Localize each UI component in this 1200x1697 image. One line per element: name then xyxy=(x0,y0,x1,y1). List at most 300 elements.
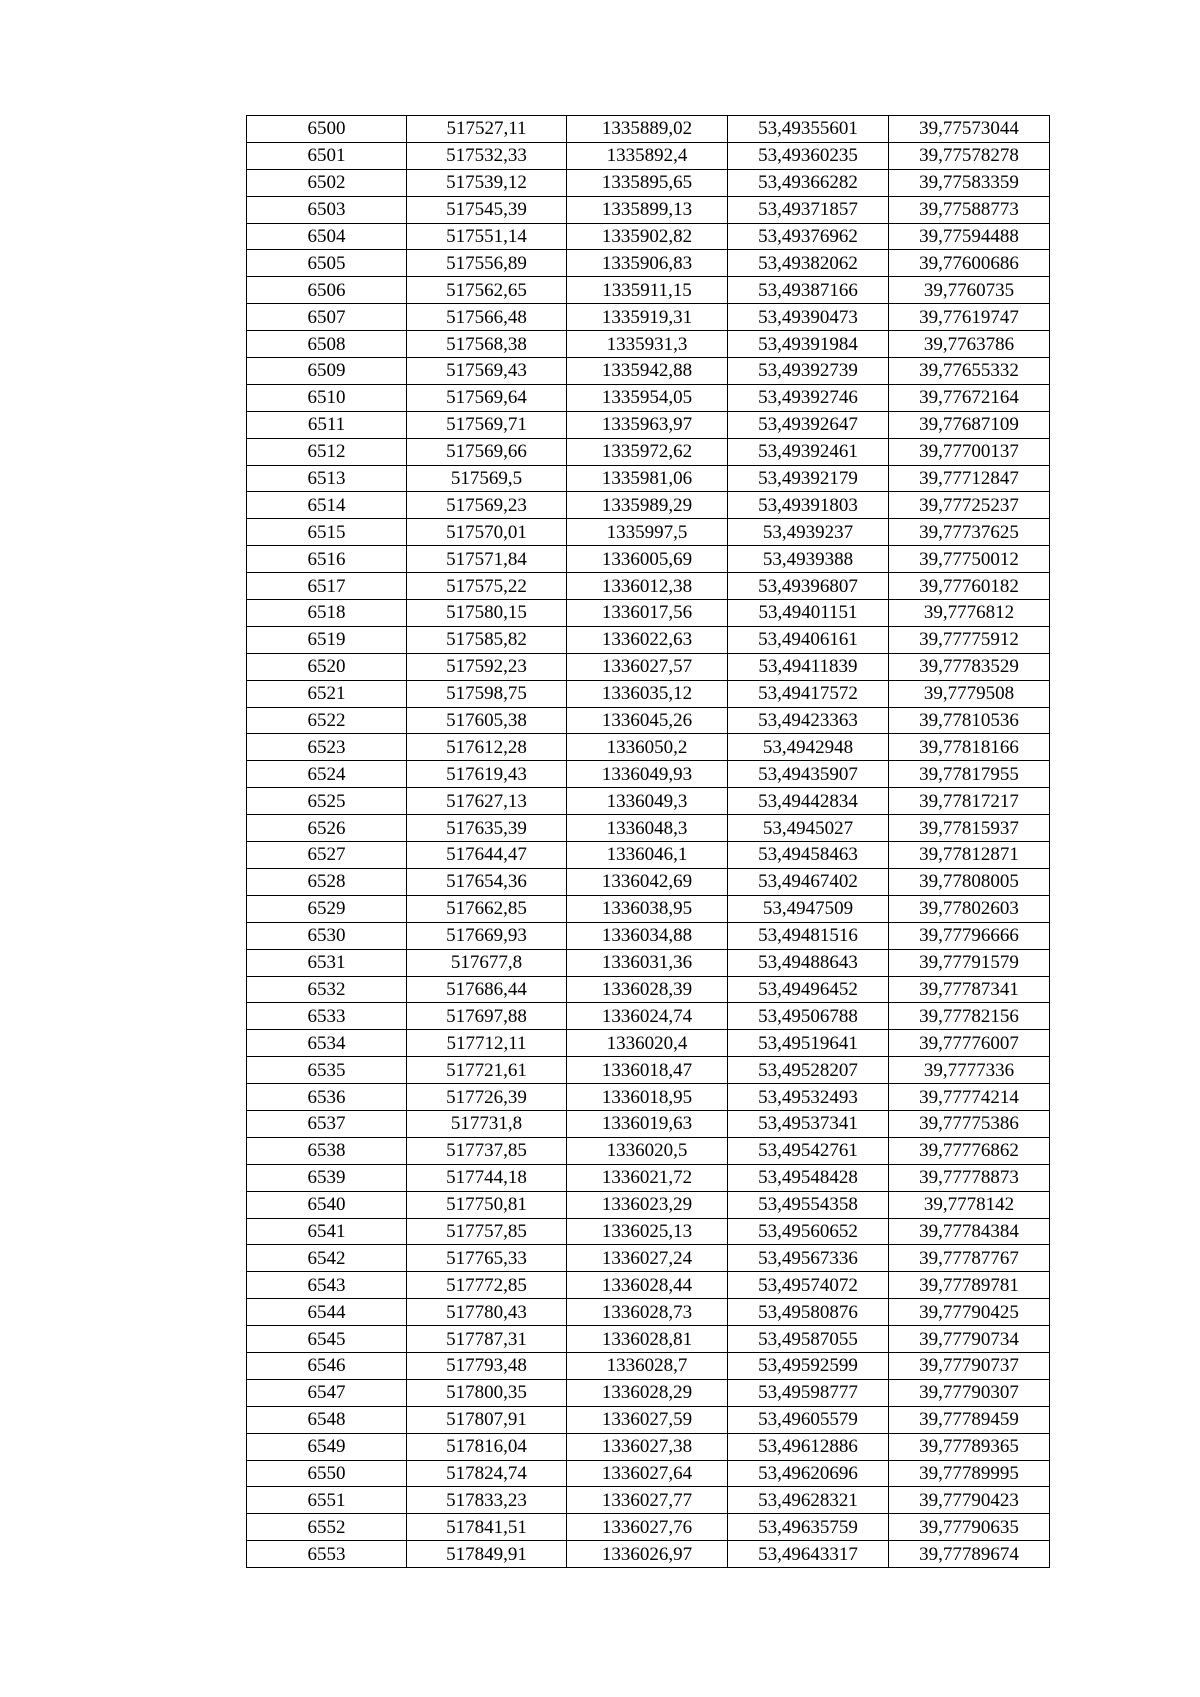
point-number-cell: 6545 xyxy=(247,1326,407,1353)
y-coordinate-cell: 1336027,76 xyxy=(567,1514,728,1541)
longitude-cell: 39,77776862 xyxy=(889,1137,1050,1164)
longitude-cell: 39,77737625 xyxy=(889,519,1050,546)
point-number-cell: 6507 xyxy=(247,304,407,331)
latitude-cell: 53,49496452 xyxy=(728,976,889,1003)
x-coordinate-cell: 517569,66 xyxy=(407,438,567,465)
table-row xyxy=(247,1218,1050,1245)
table-row xyxy=(247,169,1050,196)
longitude-cell: 39,77588773 xyxy=(889,196,1050,223)
longitude-cell: 39,77774214 xyxy=(889,1084,1050,1111)
y-coordinate-cell: 1336050,2 xyxy=(567,734,728,761)
x-coordinate-cell: 517686,44 xyxy=(407,976,567,1003)
latitude-cell: 53,49423363 xyxy=(728,707,889,734)
latitude-cell: 53,49392179 xyxy=(728,465,889,492)
x-coordinate-cell: 517833,23 xyxy=(407,1487,567,1514)
latitude-cell: 53,49542761 xyxy=(728,1137,889,1164)
y-coordinate-cell: 1336027,64 xyxy=(567,1460,728,1487)
longitude-cell: 39,77818166 xyxy=(889,734,1050,761)
point-number-cell: 6524 xyxy=(247,761,407,788)
table-row xyxy=(247,250,1050,277)
y-coordinate-cell: 1336035,12 xyxy=(567,680,728,707)
y-coordinate-cell: 1336018,95 xyxy=(567,1084,728,1111)
latitude-cell: 53,49592599 xyxy=(728,1352,889,1379)
y-coordinate-cell: 1335911,15 xyxy=(567,277,728,304)
table-row xyxy=(247,976,1050,1003)
x-coordinate-cell: 517841,51 xyxy=(407,1514,567,1541)
latitude-cell: 53,49392461 xyxy=(728,438,889,465)
y-coordinate-cell: 1336012,38 xyxy=(567,573,728,600)
longitude-cell: 39,77783529 xyxy=(889,653,1050,680)
y-coordinate-cell: 1336027,57 xyxy=(567,653,728,680)
point-number-cell: 6530 xyxy=(247,922,407,949)
y-coordinate-cell: 1336022,63 xyxy=(567,626,728,653)
latitude-cell: 53,49635759 xyxy=(728,1514,889,1541)
point-number-cell: 6525 xyxy=(247,788,407,815)
coordinates-table-body xyxy=(247,116,1050,1568)
latitude-cell: 53,49411839 xyxy=(728,653,889,680)
table-row xyxy=(247,116,1050,143)
longitude-cell: 39,77789781 xyxy=(889,1272,1050,1299)
table-row xyxy=(247,465,1050,492)
x-coordinate-cell: 517527,11 xyxy=(407,116,567,143)
longitude-cell: 39,77791579 xyxy=(889,949,1050,976)
table-row xyxy=(247,1487,1050,1514)
longitude-cell: 39,77790635 xyxy=(889,1514,1050,1541)
point-number-cell: 6537 xyxy=(247,1110,407,1137)
table-row xyxy=(247,1137,1050,1164)
longitude-cell: 39,77700137 xyxy=(889,438,1050,465)
x-coordinate-cell: 517619,43 xyxy=(407,761,567,788)
longitude-cell: 39,7776812 xyxy=(889,600,1050,627)
y-coordinate-cell: 1336028,44 xyxy=(567,1272,728,1299)
longitude-cell: 39,7763786 xyxy=(889,331,1050,358)
point-number-cell: 6550 xyxy=(247,1460,407,1487)
longitude-cell: 39,77815937 xyxy=(889,815,1050,842)
latitude-cell: 53,49406161 xyxy=(728,626,889,653)
point-number-cell: 6502 xyxy=(247,169,407,196)
point-number-cell: 6528 xyxy=(247,868,407,895)
longitude-cell: 39,77796666 xyxy=(889,922,1050,949)
x-coordinate-cell: 517849,91 xyxy=(407,1541,567,1568)
point-number-cell: 6541 xyxy=(247,1218,407,1245)
longitude-cell: 39,77810536 xyxy=(889,707,1050,734)
y-coordinate-cell: 1336023,29 xyxy=(567,1191,728,1218)
latitude-cell: 53,49598777 xyxy=(728,1379,889,1406)
coordinates-table xyxy=(246,115,1050,1568)
longitude-cell: 39,77789674 xyxy=(889,1541,1050,1568)
y-coordinate-cell: 1336027,77 xyxy=(567,1487,728,1514)
longitude-cell: 39,77573044 xyxy=(889,116,1050,143)
point-number-cell: 6518 xyxy=(247,600,407,627)
table-row xyxy=(247,277,1050,304)
latitude-cell: 53,4939388 xyxy=(728,546,889,573)
y-coordinate-cell: 1336028,81 xyxy=(567,1326,728,1353)
table-row xyxy=(247,1191,1050,1218)
table-row xyxy=(247,788,1050,815)
point-number-cell: 6500 xyxy=(247,116,407,143)
point-number-cell: 6552 xyxy=(247,1514,407,1541)
longitude-cell: 39,7779508 xyxy=(889,680,1050,707)
table-row xyxy=(247,653,1050,680)
x-coordinate-cell: 517807,91 xyxy=(407,1406,567,1433)
y-coordinate-cell: 1335954,05 xyxy=(567,384,728,411)
longitude-cell: 39,77775386 xyxy=(889,1110,1050,1137)
x-coordinate-cell: 517737,85 xyxy=(407,1137,567,1164)
latitude-cell: 53,49481516 xyxy=(728,922,889,949)
longitude-cell: 39,77712847 xyxy=(889,465,1050,492)
latitude-cell: 53,49554358 xyxy=(728,1191,889,1218)
x-coordinate-cell: 517569,64 xyxy=(407,384,567,411)
x-coordinate-cell: 517697,88 xyxy=(407,1003,567,1030)
table-row xyxy=(247,815,1050,842)
table-row xyxy=(247,358,1050,385)
table-row xyxy=(247,761,1050,788)
table-row xyxy=(247,1272,1050,1299)
point-number-cell: 6546 xyxy=(247,1352,407,1379)
latitude-cell: 53,49506788 xyxy=(728,1003,889,1030)
point-number-cell: 6548 xyxy=(247,1406,407,1433)
latitude-cell: 53,49628321 xyxy=(728,1487,889,1514)
point-number-cell: 6549 xyxy=(247,1433,407,1460)
latitude-cell: 53,49580876 xyxy=(728,1299,889,1326)
x-coordinate-cell: 517824,74 xyxy=(407,1460,567,1487)
latitude-cell: 53,4945027 xyxy=(728,815,889,842)
y-coordinate-cell: 1335963,97 xyxy=(567,411,728,438)
point-number-cell: 6538 xyxy=(247,1137,407,1164)
x-coordinate-cell: 517816,04 xyxy=(407,1433,567,1460)
point-number-cell: 6519 xyxy=(247,626,407,653)
longitude-cell: 39,77808005 xyxy=(889,868,1050,895)
x-coordinate-cell: 517569,23 xyxy=(407,492,567,519)
longitude-cell: 39,77687109 xyxy=(889,411,1050,438)
latitude-cell: 53,49519641 xyxy=(728,1030,889,1057)
x-coordinate-cell: 517571,84 xyxy=(407,546,567,573)
y-coordinate-cell: 1336046,1 xyxy=(567,842,728,869)
x-coordinate-cell: 517721,61 xyxy=(407,1057,567,1084)
table-row xyxy=(247,1110,1050,1137)
point-number-cell: 6516 xyxy=(247,546,407,573)
table-row xyxy=(247,680,1050,707)
point-number-cell: 6503 xyxy=(247,196,407,223)
table-row xyxy=(247,304,1050,331)
point-number-cell: 6522 xyxy=(247,707,407,734)
point-number-cell: 6512 xyxy=(247,438,407,465)
longitude-cell: 39,77583359 xyxy=(889,169,1050,196)
longitude-cell: 39,77725237 xyxy=(889,492,1050,519)
point-number-cell: 6534 xyxy=(247,1030,407,1057)
latitude-cell: 53,49387166 xyxy=(728,277,889,304)
table-row xyxy=(247,1541,1050,1568)
point-number-cell: 6532 xyxy=(247,976,407,1003)
longitude-cell: 39,7777336 xyxy=(889,1057,1050,1084)
longitude-cell: 39,77789365 xyxy=(889,1433,1050,1460)
latitude-cell: 53,49396807 xyxy=(728,573,889,600)
longitude-cell: 39,77790734 xyxy=(889,1326,1050,1353)
x-coordinate-cell: 517793,48 xyxy=(407,1352,567,1379)
table-row xyxy=(247,384,1050,411)
y-coordinate-cell: 1336027,38 xyxy=(567,1433,728,1460)
x-coordinate-cell: 517780,43 xyxy=(407,1299,567,1326)
latitude-cell: 53,49355601 xyxy=(728,116,889,143)
x-coordinate-cell: 517568,38 xyxy=(407,331,567,358)
y-coordinate-cell: 1335989,29 xyxy=(567,492,728,519)
x-coordinate-cell: 517635,39 xyxy=(407,815,567,842)
longitude-cell: 39,77600686 xyxy=(889,250,1050,277)
x-coordinate-cell: 517731,8 xyxy=(407,1110,567,1137)
table-row xyxy=(247,1433,1050,1460)
table-row xyxy=(247,626,1050,653)
table-row xyxy=(247,573,1050,600)
point-number-cell: 6526 xyxy=(247,815,407,842)
x-coordinate-cell: 517570,01 xyxy=(407,519,567,546)
longitude-cell: 39,77750012 xyxy=(889,546,1050,573)
x-coordinate-cell: 517592,23 xyxy=(407,653,567,680)
latitude-cell: 53,49392746 xyxy=(728,384,889,411)
table-row xyxy=(247,1352,1050,1379)
table-row xyxy=(247,1164,1050,1191)
x-coordinate-cell: 517539,12 xyxy=(407,169,567,196)
x-coordinate-cell: 517654,36 xyxy=(407,868,567,895)
x-coordinate-cell: 517569,71 xyxy=(407,411,567,438)
y-coordinate-cell: 1336048,3 xyxy=(567,815,728,842)
point-number-cell: 6510 xyxy=(247,384,407,411)
point-number-cell: 6509 xyxy=(247,358,407,385)
point-number-cell: 6551 xyxy=(247,1487,407,1514)
longitude-cell: 39,77775912 xyxy=(889,626,1050,653)
y-coordinate-cell: 1335931,3 xyxy=(567,331,728,358)
x-coordinate-cell: 517569,43 xyxy=(407,358,567,385)
x-coordinate-cell: 517575,22 xyxy=(407,573,567,600)
point-number-cell: 6523 xyxy=(247,734,407,761)
latitude-cell: 53,49620696 xyxy=(728,1460,889,1487)
point-number-cell: 6511 xyxy=(247,411,407,438)
longitude-cell: 39,77778873 xyxy=(889,1164,1050,1191)
y-coordinate-cell: 1336018,47 xyxy=(567,1057,728,1084)
table-row xyxy=(247,1379,1050,1406)
y-coordinate-cell: 1335942,88 xyxy=(567,358,728,385)
latitude-cell: 53,49417572 xyxy=(728,680,889,707)
point-number-cell: 6515 xyxy=(247,519,407,546)
latitude-cell: 53,49435907 xyxy=(728,761,889,788)
latitude-cell: 53,49532493 xyxy=(728,1084,889,1111)
table-row xyxy=(247,922,1050,949)
y-coordinate-cell: 1336024,74 xyxy=(567,1003,728,1030)
point-number-cell: 6520 xyxy=(247,653,407,680)
latitude-cell: 53,49392647 xyxy=(728,411,889,438)
y-coordinate-cell: 1336020,5 xyxy=(567,1137,728,1164)
y-coordinate-cell: 1336038,95 xyxy=(567,895,728,922)
y-coordinate-cell: 1335997,5 xyxy=(567,519,728,546)
x-coordinate-cell: 517545,39 xyxy=(407,196,567,223)
longitude-cell: 39,77789995 xyxy=(889,1460,1050,1487)
x-coordinate-cell: 517800,35 xyxy=(407,1379,567,1406)
latitude-cell: 53,49567336 xyxy=(728,1245,889,1272)
x-coordinate-cell: 517644,47 xyxy=(407,842,567,869)
table-row xyxy=(247,1406,1050,1433)
longitude-cell: 39,77784384 xyxy=(889,1218,1050,1245)
x-coordinate-cell: 517750,81 xyxy=(407,1191,567,1218)
longitude-cell: 39,77789459 xyxy=(889,1406,1050,1433)
latitude-cell: 53,49560652 xyxy=(728,1218,889,1245)
y-coordinate-cell: 1335906,83 xyxy=(567,250,728,277)
latitude-cell: 53,49442834 xyxy=(728,788,889,815)
y-coordinate-cell: 1335889,02 xyxy=(567,116,728,143)
point-number-cell: 6504 xyxy=(247,223,407,250)
longitude-cell: 39,77817955 xyxy=(889,761,1050,788)
point-number-cell: 6514 xyxy=(247,492,407,519)
table-row xyxy=(247,1057,1050,1084)
y-coordinate-cell: 1336025,13 xyxy=(567,1218,728,1245)
y-coordinate-cell: 1336031,36 xyxy=(567,949,728,976)
point-number-cell: 6531 xyxy=(247,949,407,976)
table-row xyxy=(247,707,1050,734)
point-number-cell: 6544 xyxy=(247,1299,407,1326)
y-coordinate-cell: 1336027,24 xyxy=(567,1245,728,1272)
longitude-cell: 39,77760182 xyxy=(889,573,1050,600)
longitude-cell: 39,77812871 xyxy=(889,842,1050,869)
longitude-cell: 39,77790423 xyxy=(889,1487,1050,1514)
x-coordinate-cell: 517726,39 xyxy=(407,1084,567,1111)
longitude-cell: 39,77790737 xyxy=(889,1352,1050,1379)
latitude-cell: 53,4942948 xyxy=(728,734,889,761)
latitude-cell: 53,49391984 xyxy=(728,331,889,358)
latitude-cell: 53,49643317 xyxy=(728,1541,889,1568)
table-row xyxy=(247,142,1050,169)
y-coordinate-cell: 1336045,26 xyxy=(567,707,728,734)
point-number-cell: 6539 xyxy=(247,1164,407,1191)
point-number-cell: 6533 xyxy=(247,1003,407,1030)
x-coordinate-cell: 517757,85 xyxy=(407,1218,567,1245)
point-number-cell: 6521 xyxy=(247,680,407,707)
point-number-cell: 6540 xyxy=(247,1191,407,1218)
longitude-cell: 39,77655332 xyxy=(889,358,1050,385)
y-coordinate-cell: 1336049,93 xyxy=(567,761,728,788)
longitude-cell: 39,77790307 xyxy=(889,1379,1050,1406)
x-coordinate-cell: 517598,75 xyxy=(407,680,567,707)
y-coordinate-cell: 1336019,63 xyxy=(567,1110,728,1137)
longitude-cell: 39,77787341 xyxy=(889,976,1050,1003)
table-row xyxy=(247,1460,1050,1487)
x-coordinate-cell: 517580,15 xyxy=(407,600,567,627)
y-coordinate-cell: 1336034,88 xyxy=(567,922,728,949)
x-coordinate-cell: 517551,14 xyxy=(407,223,567,250)
point-number-cell: 6513 xyxy=(247,465,407,492)
table-row xyxy=(247,868,1050,895)
point-number-cell: 6547 xyxy=(247,1379,407,1406)
table-row xyxy=(247,331,1050,358)
point-number-cell: 6527 xyxy=(247,842,407,869)
y-coordinate-cell: 1335981,06 xyxy=(567,465,728,492)
latitude-cell: 53,4939237 xyxy=(728,519,889,546)
x-coordinate-cell: 517627,13 xyxy=(407,788,567,815)
x-coordinate-cell: 517677,8 xyxy=(407,949,567,976)
y-coordinate-cell: 1336026,97 xyxy=(567,1541,728,1568)
table-row xyxy=(247,1245,1050,1272)
latitude-cell: 53,4947509 xyxy=(728,895,889,922)
point-number-cell: 6542 xyxy=(247,1245,407,1272)
point-number-cell: 6529 xyxy=(247,895,407,922)
point-number-cell: 6508 xyxy=(247,331,407,358)
longitude-cell: 39,77787767 xyxy=(889,1245,1050,1272)
longitude-cell: 39,77578278 xyxy=(889,142,1050,169)
longitude-cell: 39,77817217 xyxy=(889,788,1050,815)
longitude-cell: 39,77619747 xyxy=(889,304,1050,331)
table-row xyxy=(247,842,1050,869)
longitude-cell: 39,77790425 xyxy=(889,1299,1050,1326)
x-coordinate-cell: 517772,85 xyxy=(407,1272,567,1299)
y-coordinate-cell: 1336028,29 xyxy=(567,1379,728,1406)
table-row xyxy=(247,734,1050,761)
point-number-cell: 6543 xyxy=(247,1272,407,1299)
y-coordinate-cell: 1335899,13 xyxy=(567,196,728,223)
latitude-cell: 53,49376962 xyxy=(728,223,889,250)
y-coordinate-cell: 1336027,59 xyxy=(567,1406,728,1433)
point-number-cell: 6506 xyxy=(247,277,407,304)
latitude-cell: 53,49360235 xyxy=(728,142,889,169)
latitude-cell: 53,49391803 xyxy=(728,492,889,519)
latitude-cell: 53,49467402 xyxy=(728,868,889,895)
longitude-cell: 39,7760735 xyxy=(889,277,1050,304)
point-number-cell: 6517 xyxy=(247,573,407,600)
y-coordinate-cell: 1336028,73 xyxy=(567,1299,728,1326)
latitude-cell: 53,49587055 xyxy=(728,1326,889,1353)
table-row xyxy=(247,411,1050,438)
x-coordinate-cell: 517585,82 xyxy=(407,626,567,653)
latitude-cell: 53,49366282 xyxy=(728,169,889,196)
x-coordinate-cell: 517569,5 xyxy=(407,465,567,492)
table-row xyxy=(247,519,1050,546)
latitude-cell: 53,49528207 xyxy=(728,1057,889,1084)
x-coordinate-cell: 517765,33 xyxy=(407,1245,567,1272)
x-coordinate-cell: 517712,11 xyxy=(407,1030,567,1057)
longitude-cell: 39,77672164 xyxy=(889,384,1050,411)
latitude-cell: 53,49537341 xyxy=(728,1110,889,1137)
table-row xyxy=(247,949,1050,976)
x-coordinate-cell: 517556,89 xyxy=(407,250,567,277)
latitude-cell: 53,49458463 xyxy=(728,842,889,869)
x-coordinate-cell: 517612,28 xyxy=(407,734,567,761)
y-coordinate-cell: 1336028,7 xyxy=(567,1352,728,1379)
table-row xyxy=(247,196,1050,223)
table-row xyxy=(247,1003,1050,1030)
table-row xyxy=(247,1030,1050,1057)
x-coordinate-cell: 517562,65 xyxy=(407,277,567,304)
table-row xyxy=(247,438,1050,465)
latitude-cell: 53,49488643 xyxy=(728,949,889,976)
longitude-cell: 39,77594488 xyxy=(889,223,1050,250)
longitude-cell: 39,7778142 xyxy=(889,1191,1050,1218)
x-coordinate-cell: 517744,18 xyxy=(407,1164,567,1191)
latitude-cell: 53,49574072 xyxy=(728,1272,889,1299)
table-row xyxy=(247,1084,1050,1111)
table-row xyxy=(247,895,1050,922)
table-row xyxy=(247,1514,1050,1541)
y-coordinate-cell: 1335895,65 xyxy=(567,169,728,196)
table-row xyxy=(247,1326,1050,1353)
y-coordinate-cell: 1336049,3 xyxy=(567,788,728,815)
longitude-cell: 39,77782156 xyxy=(889,1003,1050,1030)
point-number-cell: 6535 xyxy=(247,1057,407,1084)
y-coordinate-cell: 1335902,82 xyxy=(567,223,728,250)
y-coordinate-cell: 1335919,31 xyxy=(567,304,728,331)
y-coordinate-cell: 1335972,62 xyxy=(567,438,728,465)
y-coordinate-cell: 1336028,39 xyxy=(567,976,728,1003)
table-row xyxy=(247,1299,1050,1326)
x-coordinate-cell: 517787,31 xyxy=(407,1326,567,1353)
y-coordinate-cell: 1336042,69 xyxy=(567,868,728,895)
x-coordinate-cell: 517532,33 xyxy=(407,142,567,169)
table-row xyxy=(247,492,1050,519)
